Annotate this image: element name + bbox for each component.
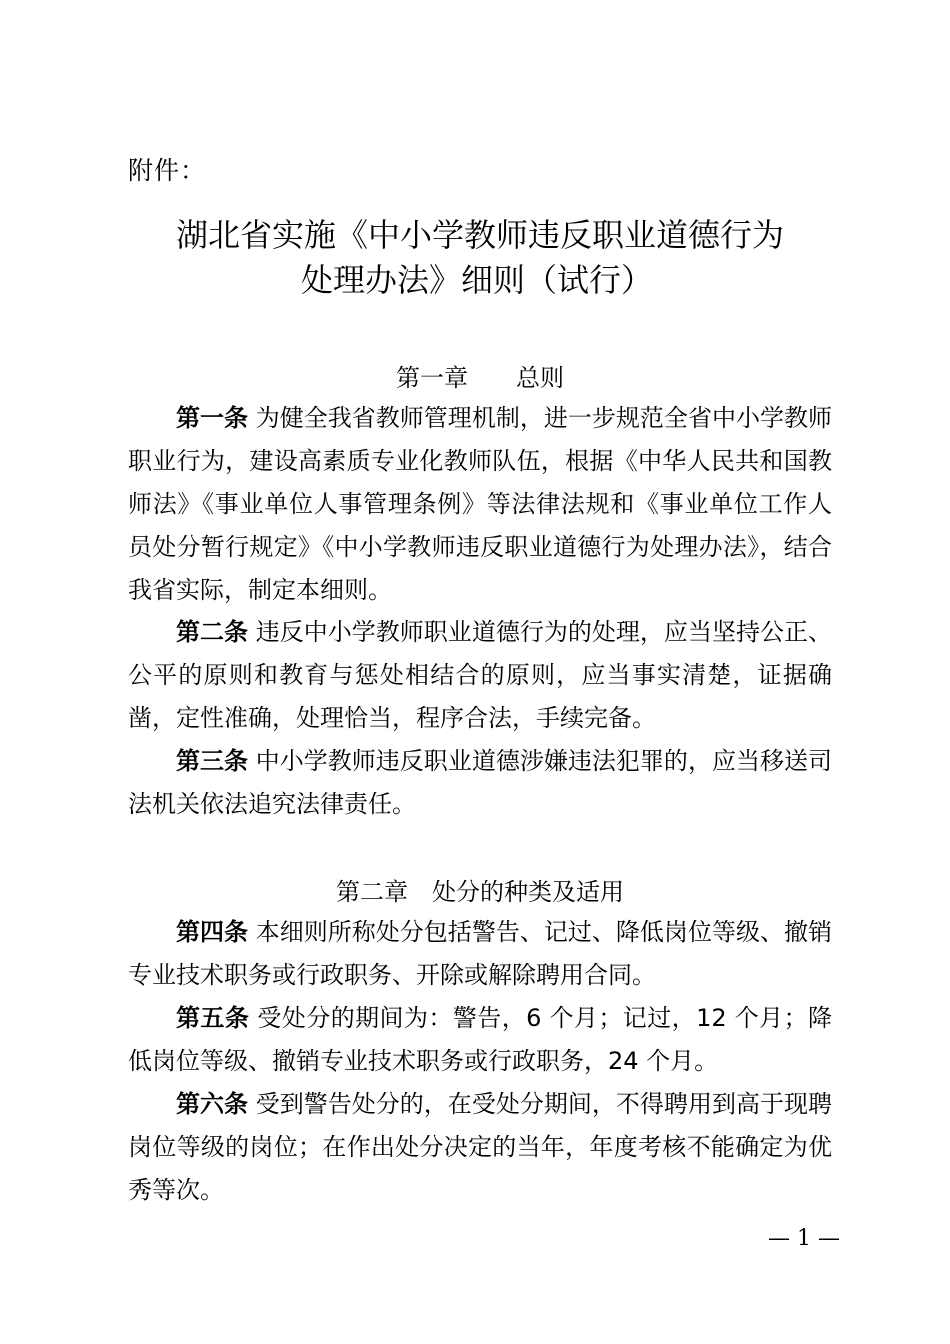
article-5 bbox=[128, 997, 832, 1083]
attachment-label: 附件： bbox=[128, 156, 207, 185]
article-label: 第一条 bbox=[176, 404, 249, 432]
article-text: 受处分的期间为：警告，6 个月；记过，12 个月；降低岗位等级、撤销专业技术职务或行政职务，24 个月。 bbox=[128, 1004, 833, 1075]
article-text: 本细则所称处分包括警告、记过、降低岗位等级、撤销专业技术职务或行政职务、开除或解除聘用合同。 bbox=[128, 918, 833, 989]
article-1 bbox=[128, 397, 832, 612]
article-text: 为健全我省教师管理机制，进一步规范全省中小学教师职业行为，建设高素质专业化教师队伍，根据《中华人民共和国教师法》《事业单位人事管理条例》等法律法规和《事业单位工作人员处分暂行规定》《中小学教师违反职业道德行为处理办法》，结合我省实际，制定本细则。 bbox=[128, 404, 833, 604]
article-3 bbox=[128, 740, 832, 826]
article-label: 第三条 bbox=[176, 747, 249, 775]
article-label: 第二条 bbox=[176, 618, 249, 646]
article-text: 违反中小学教师职业道德行为的处理，应当坚持公正、公平的原则和教育与惩处相结合的原则，应当事实清楚，证据确凿，定性准确，处理恰当，程序合法，手续完备。 bbox=[128, 618, 833, 732]
article-label: 第四条 bbox=[176, 918, 249, 946]
article-2 bbox=[128, 611, 832, 740]
chapter-heading-1: 第一章 总则 bbox=[396, 364, 564, 392]
chapter-heading-2: 第二章 处分的种类及适用 bbox=[336, 878, 624, 906]
article-label: 第六条 bbox=[176, 1090, 249, 1118]
article-6 bbox=[128, 1083, 832, 1212]
article-text: 受到警告处分的，在受处分期间，不得聘用到高于现聘岗位等级的岗位；在作出处分决定的当年，年度考核不能确定为优秀等次。 bbox=[128, 1090, 833, 1204]
document-title-line-1: 湖北省实施《中小学教师违反职业道德行为 bbox=[175, 216, 784, 254]
page-number: — 1 — bbox=[768, 1226, 840, 1251]
article-label: 第五条 bbox=[176, 1004, 250, 1032]
article-4 bbox=[128, 911, 832, 997]
article-text: 中小学教师违反职业道德涉嫌违法犯罪的，应当移送司法机关依法追究法律责任。 bbox=[128, 747, 833, 818]
document-title-line-2: 处理办法》细则（试行） bbox=[300, 261, 653, 299]
